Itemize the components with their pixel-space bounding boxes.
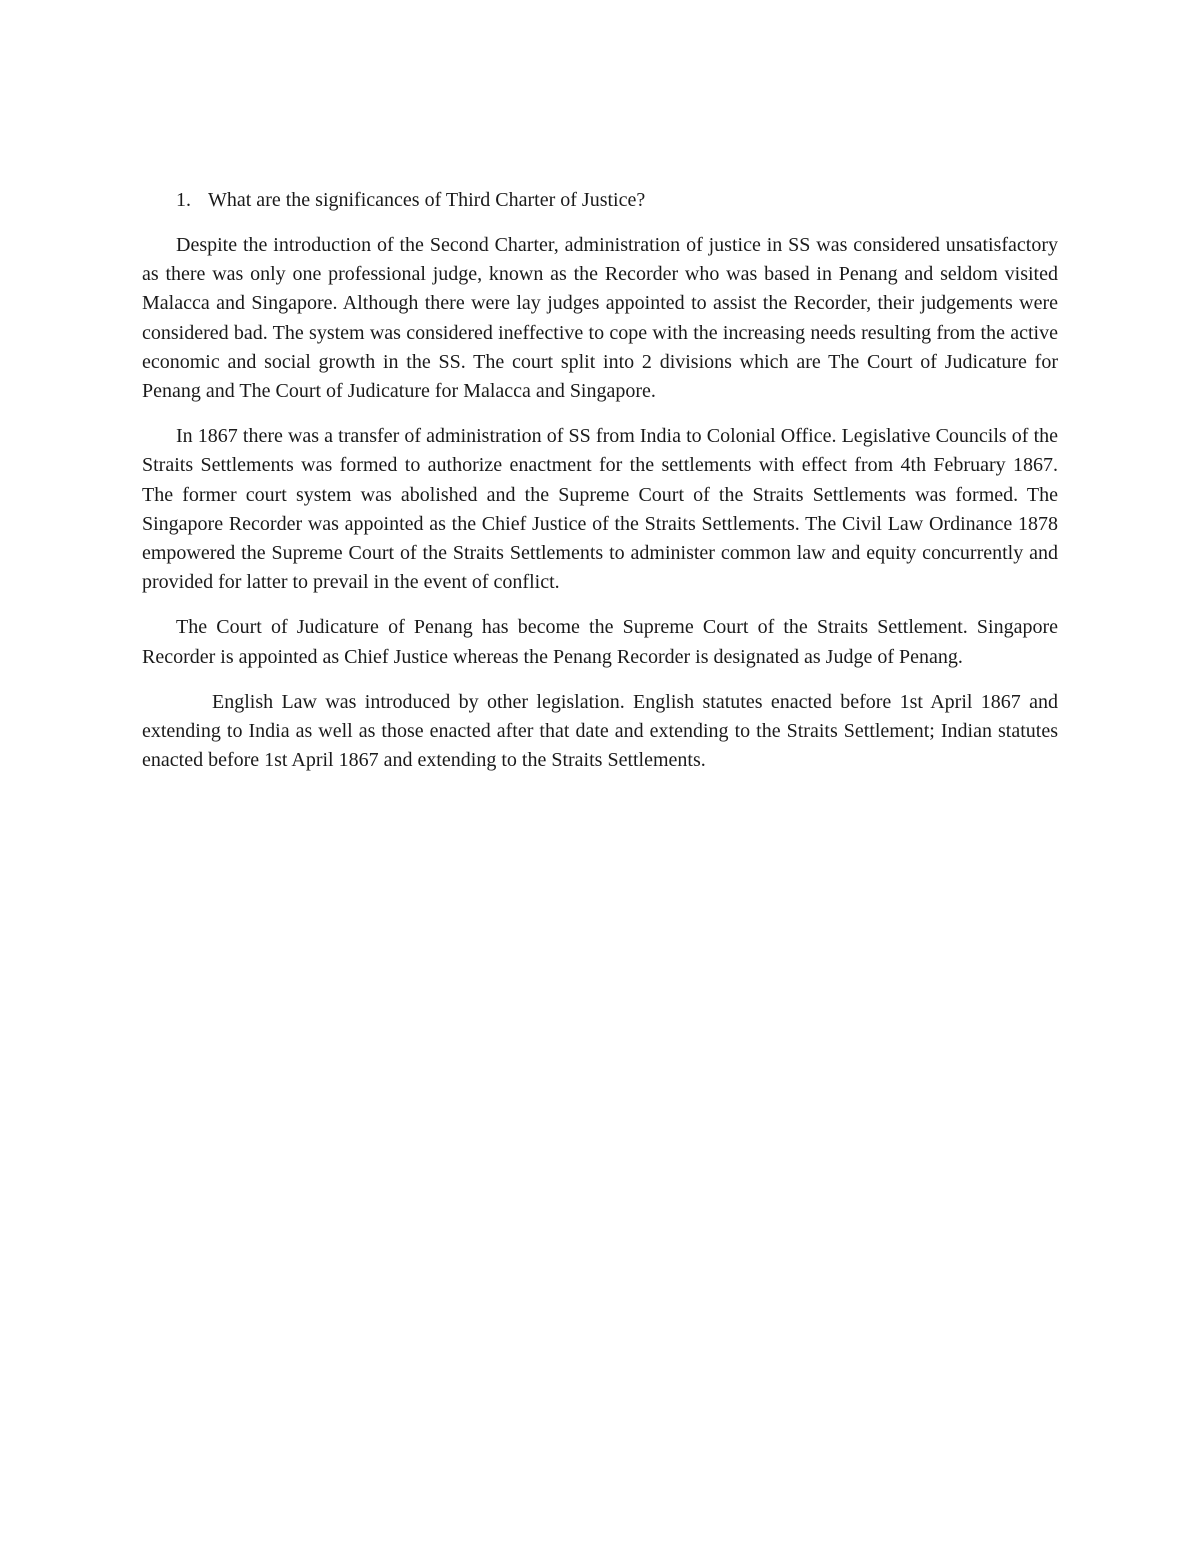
question-number: 1. — [176, 189, 191, 211]
document-page — [142, 186, 1058, 791]
paragraph-transfer-1867: In 1867 there was a transfer of administration of SS from India to Colonial Office. Legislative Councils of the Straits Settlements was formed to authorize enactment for the settlements with effect from 4th February 1867. The former court system was abolished and the Supreme Court of the Straits Settlements was formed. The Singapore Recorder was appointed as the Chief Justice of the Straits Settlements. The Civil Law Ordinance 1878 empowered the Supreme Court of the Straits Settlements to administer common law and equity concurrently and provided for latter to prevail in the event of conflict. — [142, 425, 1058, 594]
question-text: What are the significances of Third Charter of Justice? — [208, 189, 646, 211]
paragraph-second-charter: Despite the introduction of the Second Charter, administration of justice in SS was considered unsatisfactory as there was only one professional judge, known as the Recorder who was based in Penang and seldom visited Malacca and Singapore. Although there were lay judges appointed to assist the Recorder, their judgements were considered bad. The system was considered ineffective to cope with the increasing needs resulting from the active economic and social growth in the SS. The court split into 2 divisions which are The Court of Judicature for Penang and The Court of Judicature for Malacca and Singapore. — [142, 234, 1058, 403]
paragraph-court-of-judicature: The Court of Judicature of Penang has become the Supreme Court of the Straits Settlement. Singapore Recorder is appointed as Chief Justice whereas the Penang Recorder is designated as Judge of Penang. — [142, 616, 1058, 668]
question-heading — [142, 186, 1058, 215]
paragraph-english-law: English Law was introduced by other legislation. English statutes enacted before 1st April 1867 and extending to India as well as those enacted after that date and extending to the Straits Settlement; Indian statutes enacted before 1st April 1867 and extending to the Straits Settlements. — [142, 690, 1058, 772]
